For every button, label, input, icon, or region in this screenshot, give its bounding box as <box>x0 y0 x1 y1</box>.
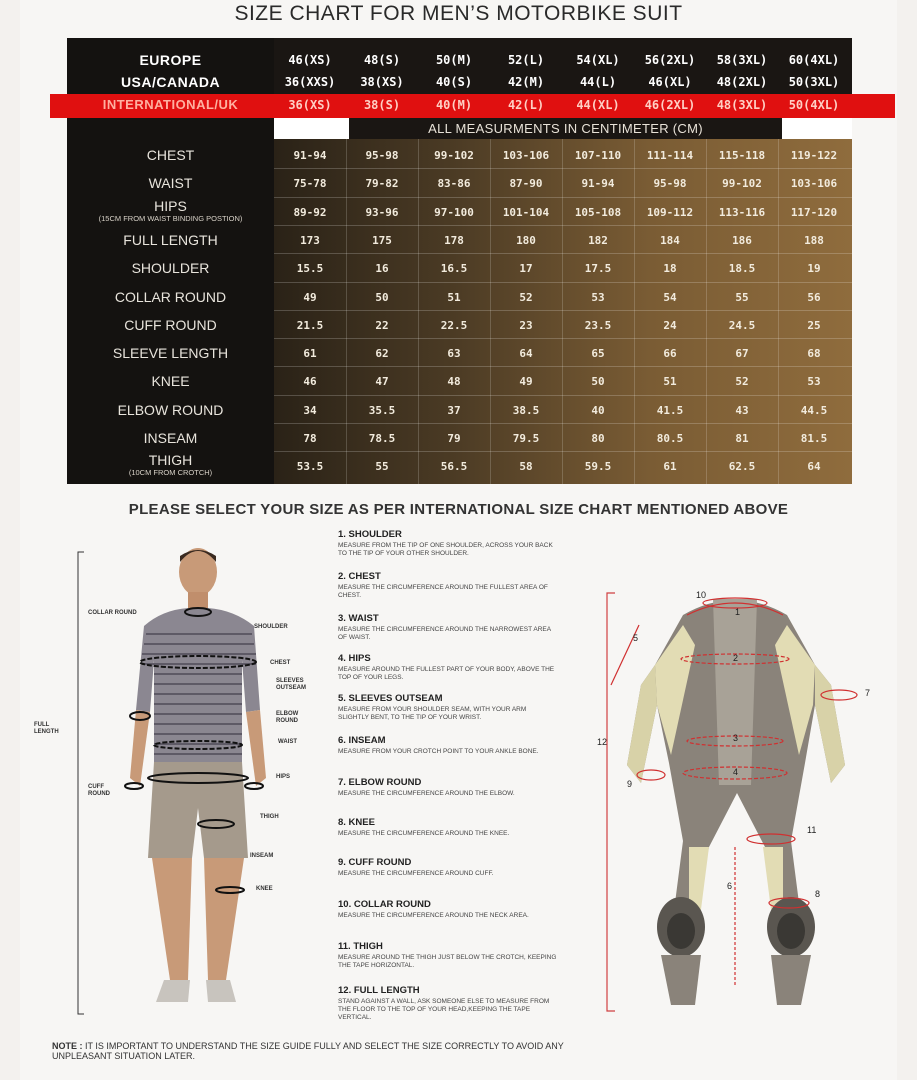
measurement-cell: 95-98 <box>653 177 687 191</box>
measurement-cell: 65 <box>591 347 605 361</box>
measurement-cell: 79-82 <box>365 177 399 191</box>
instruction-heading: 11. THIGH <box>338 941 383 952</box>
suit-number-6: 6 <box>727 881 733 891</box>
measurement-cell: 55 <box>375 460 389 474</box>
grid-vertical-line <box>706 139 707 484</box>
measurement-cell: 80 <box>591 432 605 445</box>
measurement-cell: 111-114 <box>646 149 694 162</box>
measurement-cell: 83-86 <box>437 177 471 191</box>
measurement-cell: 103-106 <box>790 177 838 191</box>
measurement-row <box>67 169 852 197</box>
measurement-cell: 38.5 <box>512 403 540 417</box>
measurement-label: CUFF ROUND <box>124 316 217 333</box>
measurement-cell: 99-102 <box>434 149 474 162</box>
measurement-cell: 182 <box>588 233 608 247</box>
measurement-cell: 175 <box>372 233 392 247</box>
size-header-cell: 44(XL) <box>576 98 620 112</box>
measurement-cell: 48 <box>447 375 461 389</box>
instruction-heading: 4. HIPS <box>338 653 371 664</box>
measurement-cell: 81 <box>735 432 749 445</box>
size-header-row <box>67 95 852 117</box>
measurement-label: ELBOW ROUND <box>117 401 224 418</box>
measurement-cell: 55 <box>735 290 749 304</box>
instruction-text: MEASURE THE CIRCUMFERENCE AROUND THE FULLEST AREA OF CHEST. <box>338 584 548 599</box>
measurement-row <box>67 452 852 480</box>
size-system-label: USA/CANADA <box>120 74 221 90</box>
size-header-cell: 58(3XL) <box>716 53 768 67</box>
instruction-heading: 10. COLLAR ROUND <box>338 899 431 910</box>
measurement-label: HIPS <box>154 197 187 214</box>
measurement-cell: 79 <box>447 432 461 445</box>
measurement-cell: 43 <box>735 403 749 417</box>
measurement-cell: 17 <box>519 262 533 276</box>
instruction-item <box>338 529 578 558</box>
label-shoulder: SHOULDER <box>254 624 288 630</box>
measurement-label: THIGH <box>148 452 193 469</box>
size-system-label: EUROPE <box>139 52 202 68</box>
size-header-cell: 48(S) <box>363 53 401 67</box>
measurement-cell: 24 <box>663 318 677 332</box>
measurement-cell: 80.5 <box>656 432 684 445</box>
size-header-cell: 36(XXS) <box>284 75 336 89</box>
measurement-cell: 22 <box>375 318 389 332</box>
size-header-cell: 46(2XL) <box>644 98 696 112</box>
grid-horizontal-line <box>274 338 852 339</box>
size-header-cell: 38(XS) <box>360 75 404 89</box>
measurement-cell: 103-106 <box>502 149 550 162</box>
instruction-text: MEASURE FROM THE TIP OF ONE SHOULDER, ACROSS YOUR BACK TO THE TIP OF YOUR OTHER SHOULDER. <box>338 542 553 557</box>
measurement-cell: 68 <box>807 347 821 361</box>
grid-vertical-line <box>778 139 779 484</box>
measurement-cell: 53.5 <box>296 460 324 474</box>
measurement-cell: 93-96 <box>365 205 399 219</box>
grid-vertical-line <box>562 139 563 484</box>
grid-vertical-line <box>634 139 635 484</box>
measurement-cell: 75-78 <box>293 177 327 191</box>
measurement-cell: 117-120 <box>790 205 838 219</box>
measurement-row <box>67 198 852 226</box>
measurement-label: COLLAR ROUND <box>114 288 227 305</box>
measurement-cell: 56.5 <box>440 460 468 474</box>
measurement-cell: 54 <box>663 290 677 304</box>
measurement-cell: 107-110 <box>574 149 622 162</box>
measurement-row <box>67 283 852 311</box>
measurement-cell: 21.5 <box>296 318 324 332</box>
size-header-cell: 46(XL) <box>648 75 692 89</box>
measurement-cell: 58 <box>519 460 533 474</box>
instruction-item <box>338 817 578 838</box>
measurement-label: SLEEVE LENGTH <box>112 345 229 362</box>
label-inseam: INSEAM <box>250 853 274 859</box>
measurement-cell: 89-92 <box>293 205 327 219</box>
instruction-heading: 12. FULL LENGTH <box>338 985 420 996</box>
measurement-cell: 91-94 <box>581 177 615 191</box>
instruction-item <box>338 693 578 722</box>
measurement-cell: 61 <box>303 347 317 361</box>
measurement-cell: 62 <box>375 347 389 361</box>
grid-vertical-line <box>490 139 491 484</box>
measurement-cell: 188 <box>804 233 824 247</box>
measurement-cell: 115-118 <box>718 149 766 162</box>
suit-number-5: 5 <box>633 633 639 643</box>
measurement-label: SHOULDER <box>131 260 210 277</box>
measurement-cell: 91-94 <box>293 149 327 162</box>
measurement-cell: 51 <box>663 375 677 389</box>
measurement-cell: 53 <box>591 290 605 304</box>
measurement-cell: 87-90 <box>509 177 543 191</box>
instruction-text: MEASURE THE CIRCUMFERENCE AROUND THE ELBOW. <box>338 790 515 797</box>
note-label: NOTE : <box>52 1041 83 1051</box>
select-size-note: PLEASE SELECT YOUR SIZE AS PER INTERNATIONAL SIZE CHART MENTIONED ABOVE <box>128 501 789 518</box>
measurement-cell: 40 <box>591 403 605 417</box>
size-header-cell: 40(M) <box>435 98 473 112</box>
grid-horizontal-line <box>274 225 852 226</box>
measurement-cell: 59.5 <box>584 460 612 474</box>
footer-note <box>52 1041 612 1061</box>
size-header-cell: 42(M) <box>507 75 545 89</box>
page-title: SIZE CHART FOR MEN’S MOTORBIKE SUIT <box>234 2 683 25</box>
measurement-cell: 47 <box>375 375 389 389</box>
measurement-label: INSEAM <box>143 430 198 446</box>
measurement-cell: 52 <box>519 290 533 304</box>
measurement-cell: 173 <box>300 233 320 247</box>
measurement-cell: 46 <box>303 375 317 389</box>
label-waist: WAIST <box>278 739 297 745</box>
measurement-cell: 35.5 <box>368 403 396 417</box>
suit-number-8: 8 <box>815 889 821 899</box>
suit-number-3: 3 <box>733 733 739 743</box>
note-text: IT IS IMPORTANT TO UNDERSTAND THE SIZE GUIDE FULLY AND SELECT THE SIZE CORRECTLY TO AVOID ANY UNPLEASANT SITUATION LATER. <box>52 1041 564 1061</box>
measurement-cell: 64 <box>519 347 533 361</box>
measurement-cell: 24.5 <box>728 318 756 332</box>
measurement-cell: 66 <box>663 347 677 361</box>
measurement-cell: 178 <box>444 233 464 247</box>
measurement-cell: 97-100 <box>434 205 474 219</box>
measurement-cell: 81.5 <box>800 432 828 445</box>
measurement-cell: 105-108 <box>574 205 622 219</box>
measurement-cell: 51 <box>447 290 461 304</box>
suit-measurement-figure <box>595 585 885 1025</box>
instruction-heading: 7. ELBOW ROUND <box>338 777 422 788</box>
measurement-cell: 78.5 <box>368 432 396 445</box>
size-header-cell: 54(XL) <box>576 53 620 67</box>
size-header-cell: 46(XS) <box>288 53 332 67</box>
size-header-row <box>67 50 852 72</box>
label-thigh: THIGH <box>260 814 279 820</box>
measurement-cell: 99-102 <box>722 177 762 191</box>
instruction-item <box>338 857 578 878</box>
measurement-cell: 18 <box>663 262 677 276</box>
instruction-item <box>338 777 578 798</box>
measurement-cell: 64 <box>807 460 821 474</box>
grid-horizontal-line <box>274 366 852 367</box>
measurement-cell: 119-122 <box>790 149 838 162</box>
measurement-cell: 49 <box>519 375 533 389</box>
man-measurement-figure <box>34 540 340 1040</box>
instruction-text: MEASURE AROUND THE FULLEST PART OF YOUR BODY, ABOVE THE TOP OF YOUR LEGS. <box>338 666 555 681</box>
instruction-text: MEASURE THE CIRCUMFERENCE AROUND CUFF. <box>338 870 494 877</box>
size-header-cell: 40(S) <box>435 75 473 89</box>
instruction-text: MEASURE THE CIRCUMFERENCE AROUND THE KNEE. <box>338 830 510 837</box>
measurement-cell: 52 <box>735 375 749 389</box>
instruction-text: STAND AGAINST A WALL, ASK SOMEONE ELSE TO MEASURE FROM THE FLOOR TO THE TOP OF YOUR HEAD,KEEPING THE TAPE VERTICAL. <box>338 998 550 1021</box>
measurement-cell: 19 <box>807 262 821 276</box>
instruction-heading: 2. CHEST <box>338 571 381 582</box>
suit-number-7: 7 <box>865 688 871 698</box>
instruction-item <box>338 653 578 682</box>
grid-horizontal-line <box>274 395 852 396</box>
label-collar-round: COLLAR ROUND <box>88 610 137 616</box>
measurement-cell: 95-98 <box>365 149 399 162</box>
suit-number-2: 2 <box>733 653 739 663</box>
suit-number-11: 11 <box>807 825 817 835</box>
measurement-cell: 67 <box>735 347 749 361</box>
measurement-cell: 62.5 <box>728 460 756 474</box>
measurement-cell: 53 <box>807 375 821 389</box>
size-header-cell: 42(L) <box>507 98 545 112</box>
instruction-text: MEASURE AROUND THE THIGH JUST BELOW THE CROTCH, KEEPING THE TAPE HORIZONTAL. <box>338 954 557 969</box>
measurement-sublabel: (10CM FROM CROTCH) <box>128 468 213 478</box>
suit-number-4: 4 <box>733 767 739 777</box>
size-header-cell: 48(2XL) <box>716 75 768 89</box>
instruction-text: MEASURE FROM YOUR CROTCH POINT TO YOUR ANKLE BONE. <box>338 748 539 755</box>
measurement-label: WAIST <box>148 175 193 192</box>
measurement-row <box>67 396 852 424</box>
units-spacer-right <box>782 118 852 139</box>
grid-vertical-line <box>346 139 347 484</box>
instruction-item <box>338 735 578 756</box>
suit-illustration <box>595 585 885 1025</box>
size-header-cell: 38(S) <box>363 98 401 112</box>
grid-vertical-line <box>418 139 419 484</box>
measurement-cell: 184 <box>660 233 680 247</box>
size-header-cell: 50(M) <box>435 53 473 67</box>
measurement-cell: 50 <box>591 375 605 389</box>
measurement-label: FULL LENGTH <box>123 231 218 248</box>
measurement-cell: 23.5 <box>584 318 612 332</box>
measurement-cell: 49 <box>303 290 317 304</box>
measurement-cell: 16 <box>375 262 389 276</box>
size-header-cell: 56(2XL) <box>644 53 696 67</box>
measurement-cell: 61 <box>663 460 677 474</box>
instruction-item <box>338 571 578 600</box>
measurement-row <box>67 254 852 282</box>
grid-horizontal-line <box>274 197 852 198</box>
instruction-item <box>338 941 578 970</box>
instruction-text: MEASURE THE CIRCUMFERENCE AROUND THE NARROWEST AREA OF WAIST. <box>338 626 551 641</box>
label-chest: CHEST <box>270 660 291 666</box>
measurement-cell: 25 <box>807 318 821 332</box>
size-system-label: INTERNATIONAL/UK <box>102 97 239 112</box>
size-header-cell: 50(4XL) <box>788 98 840 112</box>
size-header-cell: 36(XS) <box>288 98 332 112</box>
instruction-text: MEASURE FROM YOUR SHOULDER SEAM, WITH YOUR ARM SLIGHTLY BENT, TO THE TIP OF YOUR WRIST. <box>338 706 527 721</box>
instruction-heading: 5. SLEEVES OUTSEAM <box>338 693 443 704</box>
units-spacer-left <box>274 118 349 139</box>
instruction-heading: 1. SHOULDER <box>338 529 402 540</box>
suit-number-12: 12 <box>597 737 608 747</box>
grid-horizontal-line <box>274 451 852 452</box>
grid-horizontal-line <box>274 253 852 254</box>
measurement-row <box>67 141 852 169</box>
measurement-row <box>67 424 852 452</box>
measurement-cell: 109-112 <box>646 205 694 219</box>
measurement-cell: 50 <box>375 290 389 304</box>
measurement-cell: 17.5 <box>584 262 612 276</box>
measurement-row <box>67 339 852 367</box>
grid-horizontal-line <box>274 168 852 169</box>
suit-number-1: 1 <box>735 607 741 617</box>
instruction-heading: 9. CUFF ROUND <box>338 857 412 868</box>
instruction-heading: 8. KNEE <box>338 817 375 828</box>
measurement-cell: 180 <box>516 233 536 247</box>
measurement-cell: 15.5 <box>296 262 324 276</box>
measurement-cell: 16.5 <box>440 262 468 276</box>
instruction-item <box>338 985 578 1022</box>
measurement-cell: 22.5 <box>440 318 468 332</box>
measurement-cell: 101-104 <box>502 205 550 219</box>
label-full-length: FULL LENGTH <box>34 722 59 735</box>
suit-number-9: 9 <box>627 779 633 789</box>
measurement-row <box>67 367 852 395</box>
label-sleeves-outseam: SLEEVES OUTSEAM <box>276 678 306 691</box>
measurement-row <box>67 311 852 339</box>
units-label: ALL MEASURMENTS IN CENTIMETER (CM) <box>349 118 782 139</box>
instruction-heading: 3. WAIST <box>338 613 379 624</box>
measurement-label: CHEST <box>146 147 195 163</box>
measurement-cell: 56 <box>807 290 821 304</box>
grid-horizontal-line <box>274 423 852 424</box>
instruction-text: MEASURE THE CIRCUMFERENCE AROUND THE NECK AREA. <box>338 912 529 919</box>
measurement-cell: 186 <box>732 233 752 247</box>
label-elbow-round: ELBOW ROUND <box>276 711 299 724</box>
measurement-cell: 34 <box>303 403 317 417</box>
label-hips: HIPS <box>276 774 291 780</box>
measurement-cell: 78 <box>303 432 317 445</box>
measurement-row <box>67 226 852 254</box>
grid-horizontal-line <box>274 310 852 311</box>
grid-horizontal-line <box>274 282 852 283</box>
size-header-row <box>67 72 852 94</box>
size-header-cell: 44(L) <box>579 75 617 89</box>
size-header-cell: 52(L) <box>507 53 545 67</box>
measurement-cell: 44.5 <box>800 403 828 417</box>
measurement-cell: 18.5 <box>728 262 756 276</box>
measurement-cell: 79.5 <box>512 432 540 445</box>
size-header-cell: 60(4XL) <box>788 53 840 67</box>
size-header-cell: 50(3XL) <box>788 75 840 89</box>
instruction-item <box>338 613 578 642</box>
measurement-cell: 23 <box>519 318 533 332</box>
measurement-label: KNEE <box>151 373 190 390</box>
label-knee: KNEE <box>256 886 273 892</box>
measurement-cell: 113-116 <box>718 205 766 219</box>
instruction-heading: 6. INSEAM <box>338 735 386 746</box>
suit-number-10: 10 <box>696 590 707 600</box>
size-header-cell: 48(3XL) <box>716 98 768 112</box>
measurement-cell: 41.5 <box>656 403 684 417</box>
measurement-cell: 37 <box>447 403 461 417</box>
measurement-sublabel: (15CM FROM WAIST BINDING POSTION) <box>98 213 243 223</box>
measurement-cell: 63 <box>447 347 461 361</box>
label-cuff-round: CUFF ROUND <box>88 784 110 797</box>
instruction-item <box>338 899 578 920</box>
